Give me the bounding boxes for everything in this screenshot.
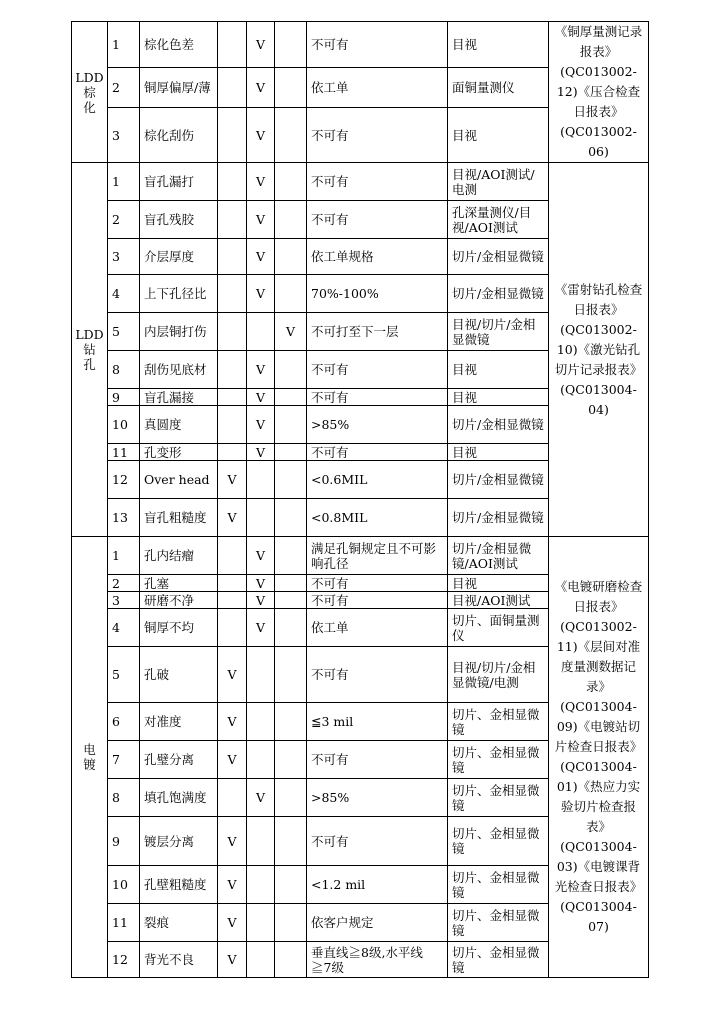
level-c-mark-cell bbox=[275, 741, 307, 779]
level-a-mark-cell: V bbox=[218, 866, 247, 904]
level-a-mark-cell bbox=[218, 444, 247, 461]
level-c-mark-cell bbox=[275, 406, 307, 444]
item-number-cell: 10 bbox=[108, 866, 140, 904]
method-cell: 切片、金相显微镜 bbox=[448, 904, 549, 942]
item-number-cell: 12 bbox=[108, 942, 140, 978]
level-a-mark-cell bbox=[218, 575, 247, 592]
level-a-mark-cell bbox=[218, 22, 247, 68]
defect-item-cell: 对准度 bbox=[140, 703, 218, 741]
item-number-cell: 8 bbox=[108, 779, 140, 817]
method-cell: 切片/金相显微镜 bbox=[448, 275, 549, 313]
level-b-mark-cell bbox=[247, 647, 275, 703]
defect-item-cell: 铜厚不均 bbox=[140, 609, 218, 647]
standard-cell: 不可有 bbox=[307, 351, 448, 389]
defect-item-cell: 棕化色差 bbox=[140, 22, 218, 68]
method-cell: 切片/金相显微镜 bbox=[448, 499, 549, 537]
level-c-mark-cell bbox=[275, 461, 307, 499]
method-cell: 切片/金相显微镜/AOI测试 bbox=[448, 537, 549, 575]
method-cell: 切片、金相显微镜 bbox=[448, 866, 549, 904]
level-c-mark-cell bbox=[275, 389, 307, 406]
defect-item-cell: 上下孔径比 bbox=[140, 275, 218, 313]
level-b-mark-cell bbox=[247, 741, 275, 779]
defect-item-cell: Over head bbox=[140, 461, 218, 499]
process-name-part: 棕 bbox=[83, 84, 96, 100]
level-b-mark-cell: V bbox=[247, 389, 275, 406]
standard-cell: 依工单 bbox=[307, 609, 448, 647]
defect-item-cell: 盲孔残胶 bbox=[140, 201, 218, 239]
item-number-cell: 10 bbox=[108, 406, 140, 444]
standard-cell: 不可有 bbox=[307, 575, 448, 592]
level-b-mark-cell: V bbox=[247, 351, 275, 389]
standard-cell: ≦3 mil bbox=[307, 703, 448, 741]
level-a-mark-cell bbox=[218, 351, 247, 389]
standard-cell: <0.8MIL bbox=[307, 499, 448, 537]
defect-item-cell: 盲孔粗糙度 bbox=[140, 499, 218, 537]
defect-item-cell: 孔内结瘤 bbox=[140, 537, 218, 575]
level-b-mark-cell: V bbox=[247, 275, 275, 313]
item-number-cell: 11 bbox=[108, 444, 140, 461]
method-cell: 目视/切片/金相显微镜/电测 bbox=[448, 647, 549, 703]
method-cell: 切片、金相显微镜 bbox=[448, 703, 549, 741]
item-number-cell: 8 bbox=[108, 351, 140, 389]
defect-item-cell: 裂痕 bbox=[140, 904, 218, 942]
level-a-mark-cell bbox=[218, 201, 247, 239]
defect-item-cell: 孔变形 bbox=[140, 444, 218, 461]
level-c-mark-cell bbox=[275, 904, 307, 942]
defect-item-cell: 孔破 bbox=[140, 647, 218, 703]
level-c-mark-cell bbox=[275, 275, 307, 313]
level-b-mark-cell: V bbox=[247, 592, 275, 609]
item-number-cell: 11 bbox=[108, 904, 140, 942]
defect-item-cell: 内层铜打伤 bbox=[140, 313, 218, 351]
method-cell: 切片、金相显微镜 bbox=[448, 741, 549, 779]
standard-cell: 不可有 bbox=[307, 108, 448, 163]
level-b-mark-cell bbox=[247, 904, 275, 942]
level-c-mark-cell: V bbox=[275, 313, 307, 351]
process-name-cell bbox=[72, 22, 108, 163]
standard-cell: 不可有 bbox=[307, 741, 448, 779]
item-number-cell: 6 bbox=[108, 703, 140, 741]
level-b-mark-cell: V bbox=[247, 609, 275, 647]
standard-cell: 依客户规定 bbox=[307, 904, 448, 942]
table-row bbox=[72, 22, 649, 68]
level-b-mark-cell: V bbox=[247, 108, 275, 163]
level-b-mark-cell: V bbox=[247, 67, 275, 107]
level-a-mark-cell bbox=[218, 108, 247, 163]
standard-cell: <0.6MIL bbox=[307, 461, 448, 499]
level-b-mark-cell bbox=[247, 817, 275, 866]
standard-cell: 不可打至下一层 bbox=[307, 313, 448, 351]
item-number-cell: 2 bbox=[108, 67, 140, 107]
method-cell: 目视 bbox=[448, 389, 549, 406]
item-number-cell: 7 bbox=[108, 741, 140, 779]
item-number-cell: 9 bbox=[108, 817, 140, 866]
process-name-part: LDD bbox=[75, 69, 104, 85]
defect-item-cell: 镀层分离 bbox=[140, 817, 218, 866]
method-cell: 切片、金相显微镜 bbox=[448, 817, 549, 866]
level-b-mark-cell: V bbox=[247, 779, 275, 817]
level-c-mark-cell bbox=[275, 779, 307, 817]
item-number-cell: 5 bbox=[108, 647, 140, 703]
level-c-mark-cell bbox=[275, 647, 307, 703]
standard-cell: 满足孔铜规定且不可影响孔径 bbox=[307, 537, 448, 575]
process-name-part: 镀 bbox=[83, 757, 96, 772]
level-c-mark-cell bbox=[275, 609, 307, 647]
level-c-mark-cell bbox=[275, 351, 307, 389]
item-number-cell: 9 bbox=[108, 389, 140, 406]
item-number-cell: 12 bbox=[108, 461, 140, 499]
level-c-mark-cell bbox=[275, 703, 307, 741]
level-b-mark-cell bbox=[247, 703, 275, 741]
level-c-mark-cell bbox=[275, 499, 307, 537]
level-b-mark-cell bbox=[247, 313, 275, 351]
level-a-mark-cell bbox=[218, 537, 247, 575]
method-cell: 目视/切片/金相显微镜 bbox=[448, 313, 549, 351]
item-number-cell: 2 bbox=[108, 575, 140, 592]
standard-cell: 不可有 bbox=[307, 592, 448, 609]
level-b-mark-cell bbox=[247, 942, 275, 978]
level-c-mark-cell bbox=[275, 592, 307, 609]
level-c-mark-cell bbox=[275, 817, 307, 866]
item-number-cell: 13 bbox=[108, 499, 140, 537]
level-c-mark-cell bbox=[275, 239, 307, 275]
method-cell: 面铜量测仪 bbox=[448, 67, 549, 107]
method-cell: 目视/AOI测试 bbox=[448, 592, 549, 609]
level-c-mark-cell bbox=[275, 866, 307, 904]
method-cell: 目视 bbox=[448, 444, 549, 461]
process-name-cell bbox=[72, 537, 108, 978]
level-c-mark-cell bbox=[275, 942, 307, 978]
level-b-mark-cell: V bbox=[247, 239, 275, 275]
level-b-mark-cell bbox=[247, 461, 275, 499]
defect-item-cell: 棕化刮伤 bbox=[140, 108, 218, 163]
item-number-cell: 1 bbox=[108, 22, 140, 68]
defect-item-cell: 盲孔漏打 bbox=[140, 163, 218, 201]
process-name-part: 孔 bbox=[83, 357, 96, 372]
item-number-cell: 3 bbox=[108, 239, 140, 275]
level-a-mark-cell: V bbox=[218, 499, 247, 537]
table-row bbox=[72, 537, 649, 575]
process-name-part: 电 bbox=[83, 742, 96, 757]
process-name-part: 钻 bbox=[83, 342, 96, 357]
standard-cell: 不可有 bbox=[307, 22, 448, 68]
process-name-part: 化 bbox=[83, 99, 96, 115]
level-c-mark-cell bbox=[275, 201, 307, 239]
level-a-mark-cell: V bbox=[218, 703, 247, 741]
standard-cell: 不可有 bbox=[307, 444, 448, 461]
defect-item-cell: 真圆度 bbox=[140, 406, 218, 444]
defect-item-cell: 孔璧分离 bbox=[140, 741, 218, 779]
level-a-mark-cell bbox=[218, 163, 247, 201]
defect-item-cell: 填孔饱满度 bbox=[140, 779, 218, 817]
level-b-mark-cell bbox=[247, 499, 275, 537]
level-a-mark-cell: V bbox=[218, 741, 247, 779]
item-number-cell: 4 bbox=[108, 275, 140, 313]
level-c-mark-cell bbox=[275, 444, 307, 461]
table-row bbox=[72, 163, 649, 201]
reference-form-cell: 《电镀研磨检查日报表》(QC013002-11)《层间对准度量测数据记录》(QC013004-09)《电镀站切片检查日报表》(QC013004-01)《热应力实验切片检查报表》(QC013004-03)《电镀课背光检查日报表》(QC013004-07) bbox=[549, 537, 649, 978]
defect-item-cell: 孔塞 bbox=[140, 575, 218, 592]
method-cell: 切片/金相显微镜 bbox=[448, 406, 549, 444]
level-a-mark-cell: V bbox=[218, 904, 247, 942]
method-cell: 切片、金相显微镜 bbox=[448, 942, 549, 978]
method-cell: 目视 bbox=[448, 22, 549, 68]
level-a-mark-cell bbox=[218, 389, 247, 406]
standard-cell: 依工单 bbox=[307, 67, 448, 107]
defect-item-cell: 刮伤见底材 bbox=[140, 351, 218, 389]
item-number-cell: 5 bbox=[108, 313, 140, 351]
level-b-mark-cell: V bbox=[247, 201, 275, 239]
method-cell: 孔深量测仪/目视/AOI测试 bbox=[448, 201, 549, 239]
level-a-mark-cell: V bbox=[218, 647, 247, 703]
level-b-mark-cell bbox=[247, 866, 275, 904]
level-a-mark-cell bbox=[218, 239, 247, 275]
method-cell: 切片/金相显微镜 bbox=[448, 461, 549, 499]
level-a-mark-cell bbox=[218, 406, 247, 444]
defect-item-cell: 研磨不净 bbox=[140, 592, 218, 609]
method-cell: 目视 bbox=[448, 575, 549, 592]
level-a-mark-cell bbox=[218, 609, 247, 647]
level-c-mark-cell bbox=[275, 22, 307, 68]
defect-item-cell: 介层厚度 bbox=[140, 239, 218, 275]
reference-form-cell: 《雷射钻孔检查日报表》(QC013002-10)《激光钻孔切片记录报表》(QC013004-04) bbox=[549, 163, 649, 537]
standard-cell: 70%-100% bbox=[307, 275, 448, 313]
level-c-mark-cell bbox=[275, 67, 307, 107]
level-c-mark-cell bbox=[275, 575, 307, 592]
method-cell: 目视/AOI测试/电测 bbox=[448, 163, 549, 201]
method-cell: 切片、面铜量测仪 bbox=[448, 609, 549, 647]
level-a-mark-cell: V bbox=[218, 817, 247, 866]
reference-form-cell: 《铜厚量测记录报表》(QC013002-12)《压合检查日报表》(QC013002-06) bbox=[549, 22, 649, 163]
level-b-mark-cell: V bbox=[247, 444, 275, 461]
level-a-mark-cell bbox=[218, 313, 247, 351]
level-a-mark-cell: V bbox=[218, 942, 247, 978]
item-number-cell: 4 bbox=[108, 609, 140, 647]
process-name-part: LDD bbox=[75, 327, 104, 342]
level-c-mark-cell bbox=[275, 163, 307, 201]
standard-cell: >85% bbox=[307, 779, 448, 817]
level-a-mark-cell bbox=[218, 592, 247, 609]
level-b-mark-cell: V bbox=[247, 163, 275, 201]
process-name-cell bbox=[72, 163, 108, 537]
standard-cell: 不可有 bbox=[307, 647, 448, 703]
standard-cell: 不可有 bbox=[307, 389, 448, 406]
level-c-mark-cell bbox=[275, 108, 307, 163]
item-number-cell: 3 bbox=[108, 108, 140, 163]
method-cell: 目视 bbox=[448, 108, 549, 163]
method-cell: 切片、金相显微镜 bbox=[448, 779, 549, 817]
defect-item-cell: 盲孔漏接 bbox=[140, 389, 218, 406]
method-cell: 切片/金相显微镜 bbox=[448, 239, 549, 275]
standard-cell: 不可有 bbox=[307, 817, 448, 866]
standard-cell: 垂直线≧8级,水平线≧7级 bbox=[307, 942, 448, 978]
standard-cell: <1.2 mil bbox=[307, 866, 448, 904]
level-b-mark-cell: V bbox=[247, 575, 275, 592]
defect-item-cell: 铜厚偏厚/薄 bbox=[140, 67, 218, 107]
defect-item-cell: 孔壁粗糙度 bbox=[140, 866, 218, 904]
method-cell: 目视 bbox=[448, 351, 549, 389]
level-c-mark-cell bbox=[275, 537, 307, 575]
item-number-cell: 3 bbox=[108, 592, 140, 609]
item-number-cell: 1 bbox=[108, 537, 140, 575]
level-a-mark-cell: V bbox=[218, 461, 247, 499]
level-a-mark-cell bbox=[218, 275, 247, 313]
item-number-cell: 1 bbox=[108, 163, 140, 201]
level-b-mark-cell: V bbox=[247, 406, 275, 444]
level-b-mark-cell: V bbox=[247, 537, 275, 575]
standard-cell: 依工单规格 bbox=[307, 239, 448, 275]
level-b-mark-cell: V bbox=[247, 22, 275, 68]
level-a-mark-cell bbox=[218, 779, 247, 817]
standard-cell: 不可有 bbox=[307, 201, 448, 239]
inspection-table bbox=[71, 21, 649, 978]
defect-item-cell: 背光不良 bbox=[140, 942, 218, 978]
standard-cell: >85% bbox=[307, 406, 448, 444]
standard-cell: 不可有 bbox=[307, 163, 448, 201]
item-number-cell: 2 bbox=[108, 201, 140, 239]
level-a-mark-cell bbox=[218, 67, 247, 107]
